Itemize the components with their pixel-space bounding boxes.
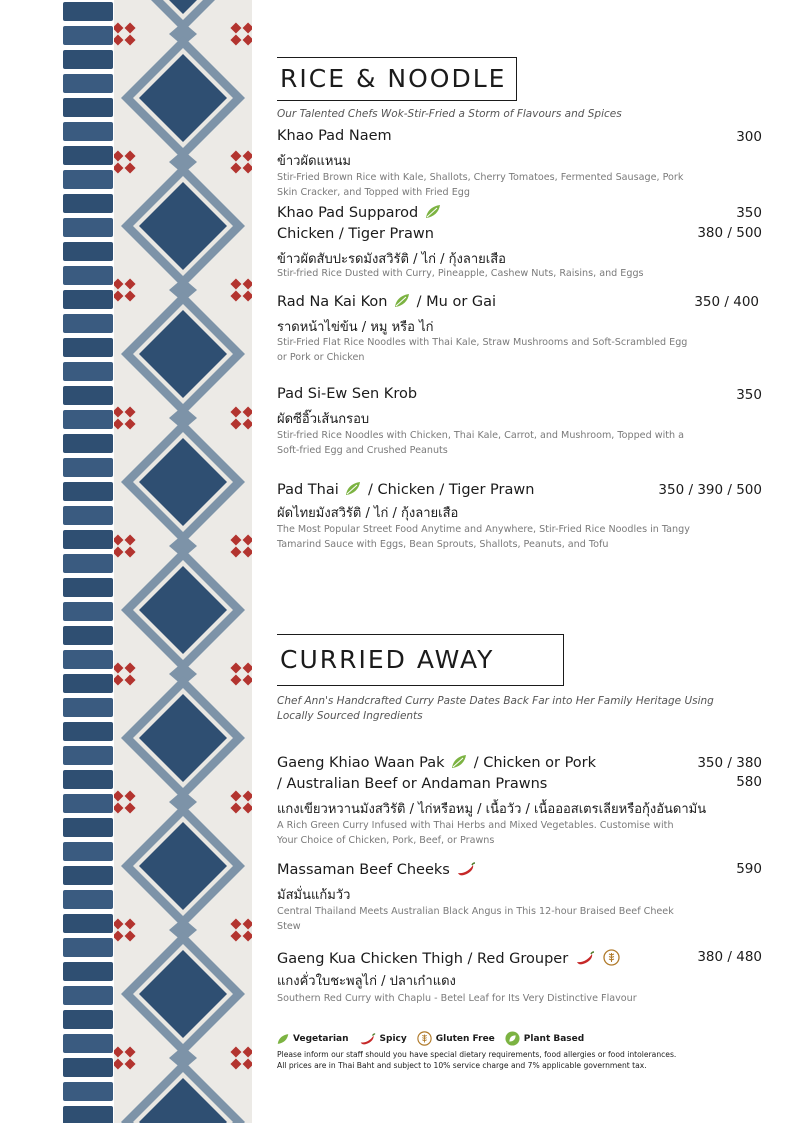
menu-item-name-suffix: / Chicken / Tiger Prawn <box>367 482 535 498</box>
legend-gluten-free-label: Gluten Free <box>435 1033 495 1044</box>
menu-item-description: Stir-fried Rice Noodles with Chicken, Thai Kale, Carrot, and Mushroom, Topped with a Soft-fried Egg and Crushed Peanuts <box>277 430 685 456</box>
red-mosaic-tile <box>243 931 252 942</box>
dietary-notice: Please inform our staff should you have special dietary requirements, food allergies or food intolerances. <box>277 1050 677 1059</box>
red-mosaic-tile <box>114 22 123 33</box>
red-mosaic-tile <box>230 662 241 673</box>
red-mosaic-tile <box>125 1059 136 1070</box>
red-mosaic-tile <box>125 534 136 545</box>
red-mosaic-tile <box>230 163 241 174</box>
rice-section-tagline: Our Talented Chefs Wok-Stir-Fried a Storm of Flavours and Spices <box>277 108 622 120</box>
brick-tile <box>63 746 113 765</box>
decorative-tile-border <box>62 0 252 1123</box>
rice-section-title: RICE & NOODLE <box>280 64 507 93</box>
red-mosaic-tile <box>114 291 123 302</box>
red-mosaic-tile <box>230 534 241 545</box>
brick-tile <box>63 722 113 741</box>
red-mosaic-tile <box>243 150 252 161</box>
red-mosaic-tile <box>125 22 136 33</box>
brick-tile <box>63 914 113 933</box>
menu-item-price-variants: 580 <box>736 774 762 790</box>
vegetarian-leaf-icon <box>425 204 441 219</box>
red-mosaic-tile <box>243 662 252 673</box>
menu-item-description: Central Thailand Meets Australian Black Angus in This 12-hour Braised Beef Cheek Stew <box>277 906 674 932</box>
red-mosaic-tile <box>243 1046 252 1057</box>
red-mosaic-tile <box>230 918 241 929</box>
red-mosaic-tile <box>125 291 136 302</box>
brick-tile <box>63 530 113 549</box>
brick-tile <box>63 74 113 93</box>
menu-item-description: Stir-Fried Flat Rice Noodles with Thai Kale, Straw Mushrooms and Soft-Scrambled Egg or Pork or Chicken <box>277 337 688 363</box>
vegetarian-leaf-icon <box>277 1033 289 1045</box>
red-mosaic-tile <box>125 547 136 558</box>
red-mosaic-tile <box>114 790 123 801</box>
red-mosaic-tile <box>243 291 252 302</box>
brick-tile <box>63 1106 113 1123</box>
brick-tile <box>63 554 113 573</box>
legend-plant-based-label: Plant Based <box>523 1033 585 1044</box>
menu-item-thai: แกงเขียวหวานมังสวิรัติ / ไก่หรือหมู / เนื้อวัว / เนื้อออสเตรเลียหรือกุ้งอันดามัน <box>277 802 707 817</box>
vegetarian-leaf-icon <box>345 481 361 496</box>
red-mosaic-tile <box>125 675 136 686</box>
red-mosaic-tile <box>230 35 241 46</box>
red-mosaic-tile <box>114 803 123 814</box>
brick-tile <box>63 50 113 69</box>
red-mosaic-tile <box>243 278 252 289</box>
red-mosaic-tile <box>230 419 241 430</box>
menu-item-thai: ข้าวผัดแหนม <box>277 154 351 169</box>
red-mosaic-tile <box>230 278 241 289</box>
curry-section-tagline: Chef Ann's Handcrafted Curry Paste Dates Back Far into Her Family Heritage Using Locally Sourced Ingredients <box>277 695 714 722</box>
red-mosaic-tile <box>114 1046 123 1057</box>
brick-column <box>62 0 114 1123</box>
vegetarian-leaf-icon <box>451 754 467 769</box>
red-mosaic-tile <box>114 419 123 430</box>
menu-item-thai: ผัดซีอิ๊วเส้นกรอบ <box>277 412 370 427</box>
brick-tile <box>63 314 113 333</box>
red-mosaic-tile <box>114 406 123 417</box>
menu-item-thai: มัสมั่นแก้มวัว <box>277 888 351 903</box>
red-mosaic-tile <box>125 150 136 161</box>
menu-item-price: 350 / 380 <box>697 755 762 771</box>
red-mosaic-tile <box>243 22 252 33</box>
brick-tile <box>63 1058 113 1077</box>
brick-tile <box>63 146 113 165</box>
menu-item-name <box>277 481 534 498</box>
menu-item-price: 350 / 390 / 500 <box>658 482 762 498</box>
plant-based-icon <box>505 1031 520 1046</box>
menu-item-name <box>277 949 622 967</box>
brick-tile <box>63 482 113 501</box>
brick-tile <box>63 890 113 909</box>
menu-item-name-suffix: / Mu or Gai <box>416 294 497 310</box>
red-mosaic-tile <box>243 675 252 686</box>
red-mosaic-tile <box>114 547 123 558</box>
brick-tile <box>63 506 113 525</box>
vegetarian-leaf-icon <box>394 293 410 308</box>
brick-tile <box>63 674 113 693</box>
red-mosaic-tile <box>230 150 241 161</box>
brick-tile <box>63 818 113 837</box>
red-mosaic-tile <box>125 419 136 430</box>
menu-item-name-text: Rad Na Kai Kon <box>277 294 388 310</box>
brick-tile <box>63 386 113 405</box>
brick-tile <box>63 770 113 789</box>
menu-item-description: Stir-Fried Brown Rice with Kale, Shallots, Cherry Tomatoes, Fermented Sausage, Pork Skin Cracker, and Topped with Fried Egg <box>277 172 684 198</box>
menu-item-price: 350 / 400 <box>694 294 759 310</box>
red-mosaic-tile <box>125 803 136 814</box>
red-mosaic-tile <box>243 35 252 46</box>
red-mosaic-tile <box>243 918 252 929</box>
brick-tile <box>63 2 113 21</box>
menu-item-description: A Rich Green Curry Infused with Thai Herbs and Mixed Vegetables. Customise with Your Choice of Chicken, Pork, Beef, or Prawns <box>277 820 674 846</box>
red-mosaic-tile <box>243 790 252 801</box>
red-mosaic-tile <box>243 803 252 814</box>
menu-item-price-variants: 380 / 500 <box>697 225 762 241</box>
brick-tile <box>63 1010 113 1029</box>
menu-item-name-text: Gaeng Kua Chicken Thigh / Red Grouper <box>277 951 569 967</box>
menu-item-name: Khao Pad Naem <box>277 128 392 144</box>
menu-item-name-text: Pad Thai <box>277 482 339 498</box>
red-mosaic-tile <box>243 163 252 174</box>
price-notice: All prices are in Thai Baht and subject to 10% service charge and 7% applicable government tax. <box>277 1061 647 1070</box>
brick-tile <box>63 362 113 381</box>
red-mosaic-tile <box>125 35 136 46</box>
red-mosaic-tile <box>230 931 241 942</box>
menu-item-thai: ข้าวผัดสับปะรดมังสวิรัติ / ไก่ / กุ้งลายเสือ <box>277 252 506 267</box>
navy-diamond-tile <box>139 0 227 14</box>
diamond-tile-pattern <box>114 0 252 1123</box>
red-mosaic-tile <box>125 278 136 289</box>
brick-tile <box>63 338 113 357</box>
red-mosaic-tile <box>125 406 136 417</box>
menu-item-thai: แกงคั่วใบชะพลูไก่ / ปลาเก๋าแดง <box>277 974 456 989</box>
menu-item-thai: ผัดไทยมังสวิรัติ / ไก่ / กุ้งลายเสือ <box>277 506 459 521</box>
menu-item-price: 380 / 480 <box>697 949 762 965</box>
brick-tile <box>63 266 113 285</box>
brick-tile <box>63 650 113 669</box>
red-mosaic-tile <box>243 419 252 430</box>
brick-tile <box>63 794 113 813</box>
curry-section-title: CURRIED AWAY <box>280 645 495 674</box>
menu-item-name-text: Massaman Beef Cheeks <box>277 862 450 878</box>
menu-item-name <box>277 862 478 878</box>
red-mosaic-tile <box>230 803 241 814</box>
gluten-free-icon <box>417 1031 432 1046</box>
red-mosaic-tile <box>114 278 123 289</box>
brick-tile <box>63 434 113 453</box>
menu-item-price: 350 <box>736 387 762 403</box>
brick-tile <box>63 938 113 957</box>
red-mosaic-tile <box>230 547 241 558</box>
spicy-chili-icon <box>575 951 595 965</box>
menu-item-name-text: Gaeng Khiao Waan Pak <box>277 755 445 771</box>
brick-tile <box>63 962 113 981</box>
brick-tile <box>63 698 113 717</box>
red-mosaic-tile <box>230 1046 241 1057</box>
red-mosaic-tile <box>125 662 136 673</box>
red-mosaic-tile <box>125 931 136 942</box>
brick-tile <box>63 26 113 45</box>
menu-item-name-variants: Chicken / Tiger Prawn <box>277 226 434 242</box>
menu-item-name-suffix: / Chicken or Pork <box>473 755 597 771</box>
brick-tile <box>63 866 113 885</box>
menu-item-name <box>277 293 496 310</box>
menu-item-description: The Most Popular Street Food Anytime and Anywhere, Stir-Fried Rice Noodles in Tangy Tamarind Sauce with Eggs, Bean Sprouts, Shallots, Peanuts, and Tofu <box>277 524 690 550</box>
red-mosaic-tile <box>114 150 123 161</box>
red-mosaic-tile <box>114 534 123 545</box>
red-mosaic-tile <box>114 1059 123 1070</box>
red-mosaic-tile <box>230 406 241 417</box>
brick-tile <box>63 458 113 477</box>
menu-item-name-text: Khao Pad Supparod <box>277 205 419 221</box>
red-mosaic-tile <box>243 406 252 417</box>
red-mosaic-tile <box>243 1059 252 1070</box>
menu-item-name-variants: / Australian Beef or Andaman Prawns <box>277 776 548 792</box>
spicy-chili-icon <box>359 1033 376 1045</box>
menu-item-description: Stir-fried Rice Dusted with Curry, Pineapple, Cashew Nuts, Raisins, and Eggs <box>277 268 644 279</box>
gluten-free-icon <box>603 949 620 966</box>
brick-tile <box>63 98 113 117</box>
brick-tile <box>63 290 113 309</box>
brick-tile <box>63 170 113 189</box>
red-mosaic-tile <box>114 662 123 673</box>
menu-item-thai: ราดหน้าไข่ข้น / หมู หรือ ไก่ <box>277 320 434 335</box>
legend-spicy-label: Spicy <box>379 1033 407 1044</box>
menu-item-price: 350 <box>736 205 762 221</box>
red-mosaic-tile <box>230 22 241 33</box>
red-mosaic-tile <box>243 534 252 545</box>
red-mosaic-tile <box>125 163 136 174</box>
brick-tile <box>63 602 113 621</box>
brick-tile <box>63 218 113 237</box>
menu-item-description: Southern Red Curry with Chaplu - Betel Leaf for Its Very Distinctive Flavour <box>277 993 637 1004</box>
red-mosaic-tile <box>125 790 136 801</box>
red-mosaic-tile <box>114 35 123 46</box>
spicy-chili-icon <box>456 862 476 876</box>
red-mosaic-tile <box>243 547 252 558</box>
dietary-legend <box>277 1031 590 1046</box>
menu-item-name: Pad Si-Ew Sen Krob <box>277 386 418 402</box>
red-mosaic-tile <box>230 1059 241 1070</box>
brick-tile <box>63 122 113 141</box>
legend-vegetarian-label: Vegetarian <box>293 1033 349 1044</box>
brick-tile <box>63 986 113 1005</box>
red-mosaic-tile <box>114 675 123 686</box>
menu-item-price: 590 <box>736 861 762 877</box>
menu-item-name <box>277 754 596 771</box>
red-mosaic-tile <box>230 291 241 302</box>
red-mosaic-tile <box>114 918 123 929</box>
brick-tile <box>63 842 113 861</box>
red-mosaic-tile <box>114 931 123 942</box>
brick-tile <box>63 1082 113 1101</box>
red-mosaic-tile <box>230 790 241 801</box>
red-mosaic-tile <box>125 1046 136 1057</box>
brick-tile <box>63 1034 113 1053</box>
menu-item-price: 300 <box>736 129 762 145</box>
brick-tile <box>63 578 113 597</box>
red-mosaic-tile <box>230 675 241 686</box>
brick-tile <box>63 626 113 645</box>
red-mosaic-tile <box>125 918 136 929</box>
brick-tile <box>63 410 113 429</box>
brick-tile <box>63 242 113 261</box>
brick-tile <box>63 194 113 213</box>
menu-item-name <box>277 204 443 221</box>
red-mosaic-tile <box>114 163 123 174</box>
